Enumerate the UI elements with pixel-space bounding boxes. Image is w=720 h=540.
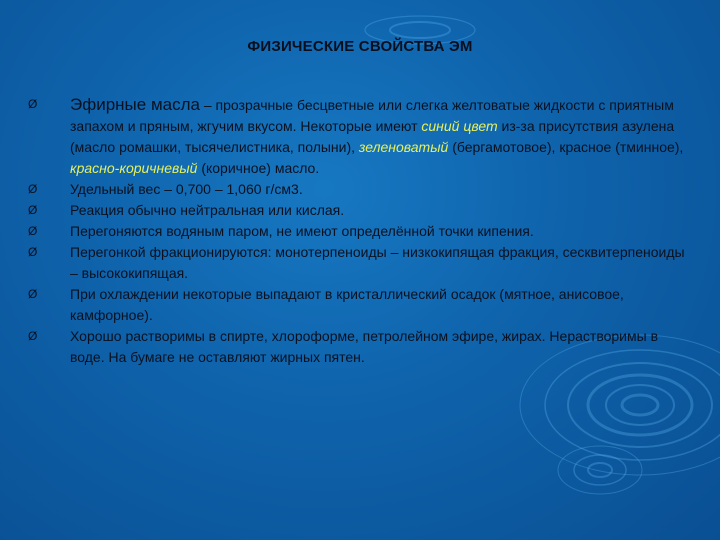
item-text: Перегоняются водяным паром, не имеют определённой точки кипения. <box>70 223 534 239</box>
arrow-bullet-icon: Ø <box>28 329 38 343</box>
item-text: из-за присутствия азулена (масло ромашки, тысячелистника, полыни), <box>70 118 675 155</box>
list-item <box>28 221 688 242</box>
arrow-bullet-icon: Ø <box>28 203 38 217</box>
highlight-blue: синий цвет <box>421 118 498 134</box>
list-item <box>28 326 688 368</box>
item-text: Реакция обычно нейтральная или кислая. <box>70 202 345 218</box>
arrow-bullet-icon: Ø <box>28 287 38 301</box>
list-item <box>28 284 688 326</box>
bullet-list <box>28 94 688 368</box>
item-lead: Эфирные масла <box>70 95 200 114</box>
item-text: (бергамотовое), красное (тминное), <box>448 139 684 155</box>
item-text: При охлаждении некоторые выпадают в кристаллический осадок (мятное, анисовое, камфорное). <box>70 286 624 323</box>
list-item <box>28 200 688 221</box>
list-item <box>28 94 688 179</box>
slide-title: ФИЗИЧЕСКИЕ СВОЙСТВА ЭМ <box>247 38 473 55</box>
item-text: (коричное) масло. <box>197 160 320 176</box>
list-item <box>28 179 688 200</box>
item-text: Хорошо растворимы в спирте, хлороформе, петролейном эфире, жирах. Нерастворимы в воде. На бумаге не оставляют жирных пятен. <box>70 328 658 365</box>
arrow-bullet-icon: Ø <box>28 245 38 259</box>
arrow-bullet-icon: Ø <box>28 224 38 238</box>
arrow-bullet-icon: Ø <box>28 182 38 196</box>
item-text: – прозрачные бесцветные или слегка желтоватые жидкости с приятным запахом и пряным, жгучим вкусом. Некоторые имеют <box>70 97 674 134</box>
highlight-green: зеленоватый <box>358 139 449 155</box>
list-item <box>28 242 688 284</box>
arrow-bullet-icon: Ø <box>28 97 38 111</box>
highlight-brown: красно-коричневый <box>70 160 198 176</box>
item-text: Удельный вес – 0,700 – 1,060 г/см3. <box>70 181 303 197</box>
item-text: Перегонкой фракционируются: монотерпеноиды – низкокипящая фракция, сесквитерпеноиды – высококипящая. <box>70 244 685 281</box>
